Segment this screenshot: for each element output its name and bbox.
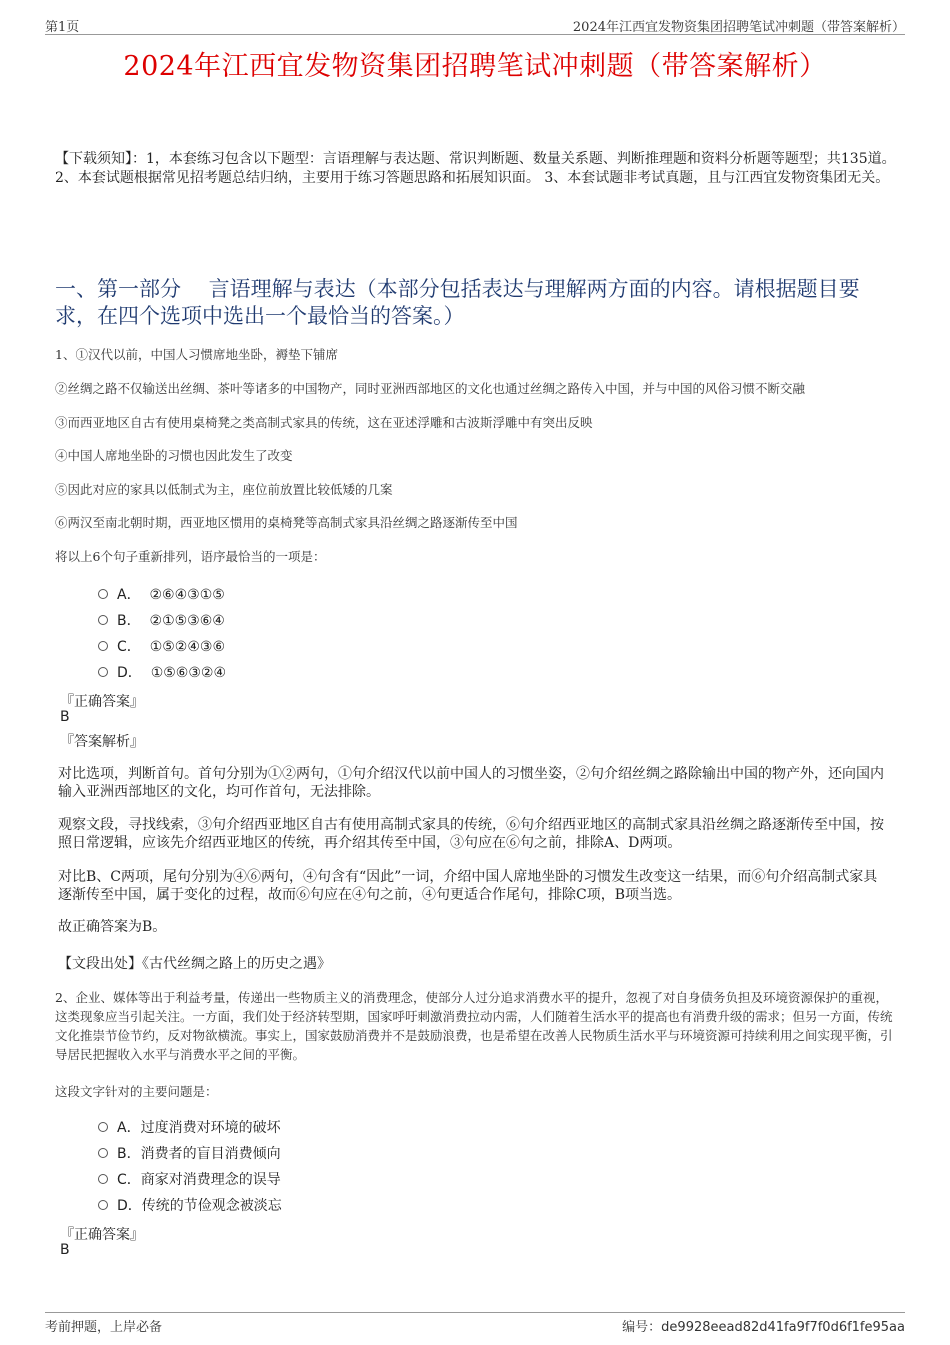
q1-stem: 1、①汉代以前，中国人习惯席地坐卧，褥垫下铺席 xyxy=(55,347,338,362)
q2-answer: B xyxy=(60,1242,70,1258)
download-notice: 【下载须知】：1，本套练习包含以下题型：言语理解与表达题、常识判断题、数量关系题、判断推理题和资料分析题等题型；共135道。 2、本套试题根据常见招考题总结归纳，主要用于练习答题思路和拓展知识面。 3、本套试题非考试真题，且与江西宜发物资集团无关。 xyxy=(55,151,896,186)
radio-icon[interactable] xyxy=(98,1174,108,1184)
q1-analysis-label: 『答案解析』 xyxy=(60,734,144,750)
page-header xyxy=(45,14,905,35)
q2-stem: 2、企业、媒体等出于利益考量，传递出一些物质主义的消费理念，使部分人过分追求消费水平的提升，忽视了对自身债务负担及环境资源保护的重视，这类现象应当引起关注。一方面，我们处于经济转型期，国家呼吁刺激消费拉动内需，人们随着生活水平的提高也有消费升级的需求；但另一方面，传统文化推崇节俭节约，反对物欲横流。事实上，国家鼓励消费并不是鼓励浪费，也是希望在改善人民物质生活水平与环境资源可持续利用之间实现平衡，引导居民把握收入水平与消费水平之间的平衡。 xyxy=(55,990,893,1062)
q1-sentence-5: ⑤因此对应的家具以低制式为主，座位前放置比较低矮的几案 xyxy=(55,482,393,497)
footer-slogan: 考前押题，上岸必备 xyxy=(45,1320,163,1335)
q1-option-b[interactable]: B． ②①⑤③⑥④ xyxy=(98,610,225,630)
q1-option-a[interactable]: A． ②⑥④③①⑤ xyxy=(98,584,225,604)
q1-question: 将以上6个句子重新排列，语序最恰当的一项是： xyxy=(55,549,326,564)
page-title: 2024年江西宜发物资集团招聘笔试冲刺题（带答案解析） xyxy=(123,51,827,82)
q1-sentence-6: ⑥两汉至南北朝时期，西亚地区惯用的桌椅凳等高制式家具沿丝绸之路逐渐传至中国 xyxy=(55,515,518,530)
radio-icon[interactable] xyxy=(98,1122,108,1132)
radio-icon[interactable] xyxy=(98,1148,108,1158)
q1-analysis-4: 故正确答案为B。 xyxy=(58,919,167,935)
q1-source: 【文段出处】《古代丝绸之路上的历史之遇》 xyxy=(58,956,331,972)
footer-code: 编号：de9928eead82d41fa9f7f0d6f1fe95aa xyxy=(622,1320,905,1335)
page-footer xyxy=(45,1312,905,1335)
q1-sentence-3: ③而西亚地区自古有使用桌椅凳之类高制式家具的传统，这在亚述浮雕和古波斯浮雕中有突出反映 xyxy=(55,415,593,430)
q2-option-d[interactable]: D．传统的节俭观念被淡忘 xyxy=(98,1195,282,1215)
page-number: 第1页 xyxy=(45,20,80,35)
q2-option-c[interactable]: C．商家对消费理念的误导 xyxy=(98,1169,281,1189)
q1-analysis-2: 观察文段，寻找线索，③句介绍西亚地区自古有使用高制式家具的传统，⑥句介绍西亚地区的高制式家具沿丝绸之路逐渐传至中国，按照日常逻辑，应该先介绍西亚地区的传统，再介绍其传至中国，③句应在⑥句之前，排除A、D两项。 xyxy=(58,817,884,851)
section-title: 一、第一部分 言语理解与表达（本部分包括表达与理解两方面的内容。请根据题目要求，在四个选项中选出一个最恰当的答案。） xyxy=(55,277,860,328)
q1-answer: B xyxy=(60,709,70,725)
q2-option-a[interactable]: A．过度消费对环境的破坏 xyxy=(98,1117,281,1137)
q1-option-c[interactable]: C． ①⑤②④③⑥ xyxy=(98,636,225,656)
radio-icon[interactable] xyxy=(98,589,108,599)
radio-icon[interactable] xyxy=(98,667,108,677)
q2-question: 这段文字针对的主要问题是： xyxy=(55,1084,218,1099)
q1-analysis-3: 对比B、C两项，尾句分别为④⑥两句，④句含有“因此”一词，介绍中国人席地坐卧的习惯发生改变这一结果，而⑥句介绍高制式家具逐渐传至中国，属于变化的过程，故而⑥句应在④句之前，④句更适合作尾句，排除C项，B项当选。 xyxy=(58,869,878,903)
q1-sentence-4: ④中国人席地坐卧的习惯也因此发生了改变 xyxy=(55,448,293,463)
q2-answer-label: 『正确答案』 xyxy=(60,1227,144,1243)
q2-option-b[interactable]: B．消费者的盲目消费倾向 xyxy=(98,1143,281,1163)
q1-answer-label: 『正确答案』 xyxy=(60,694,144,710)
q1-option-d[interactable]: D． ①⑤⑥③②④ xyxy=(98,662,226,682)
radio-icon[interactable] xyxy=(98,615,108,625)
q1-analysis-1: 对比选项，判断首句。首句分别为①②两句，①句介绍汉代以前中国人的习惯坐姿，②句介绍丝绸之路除输出中国的物产外，还向国内输入亚洲西部地区的文化，均可作首句，无法排除。 xyxy=(58,766,884,800)
radio-icon[interactable] xyxy=(98,1200,108,1210)
header-doc-title: 2024年江西宜发物资集团招聘笔试冲刺题（带答案解析） xyxy=(572,20,905,35)
q1-sentence-2: ②丝绸之路不仅输送出丝绸、茶叶等诸多的中国物产，同时亚洲西部地区的文化也通过丝绸之路传入中国，并与中国的风俗习惯不断交融 xyxy=(55,381,806,396)
radio-icon[interactable] xyxy=(98,641,108,651)
